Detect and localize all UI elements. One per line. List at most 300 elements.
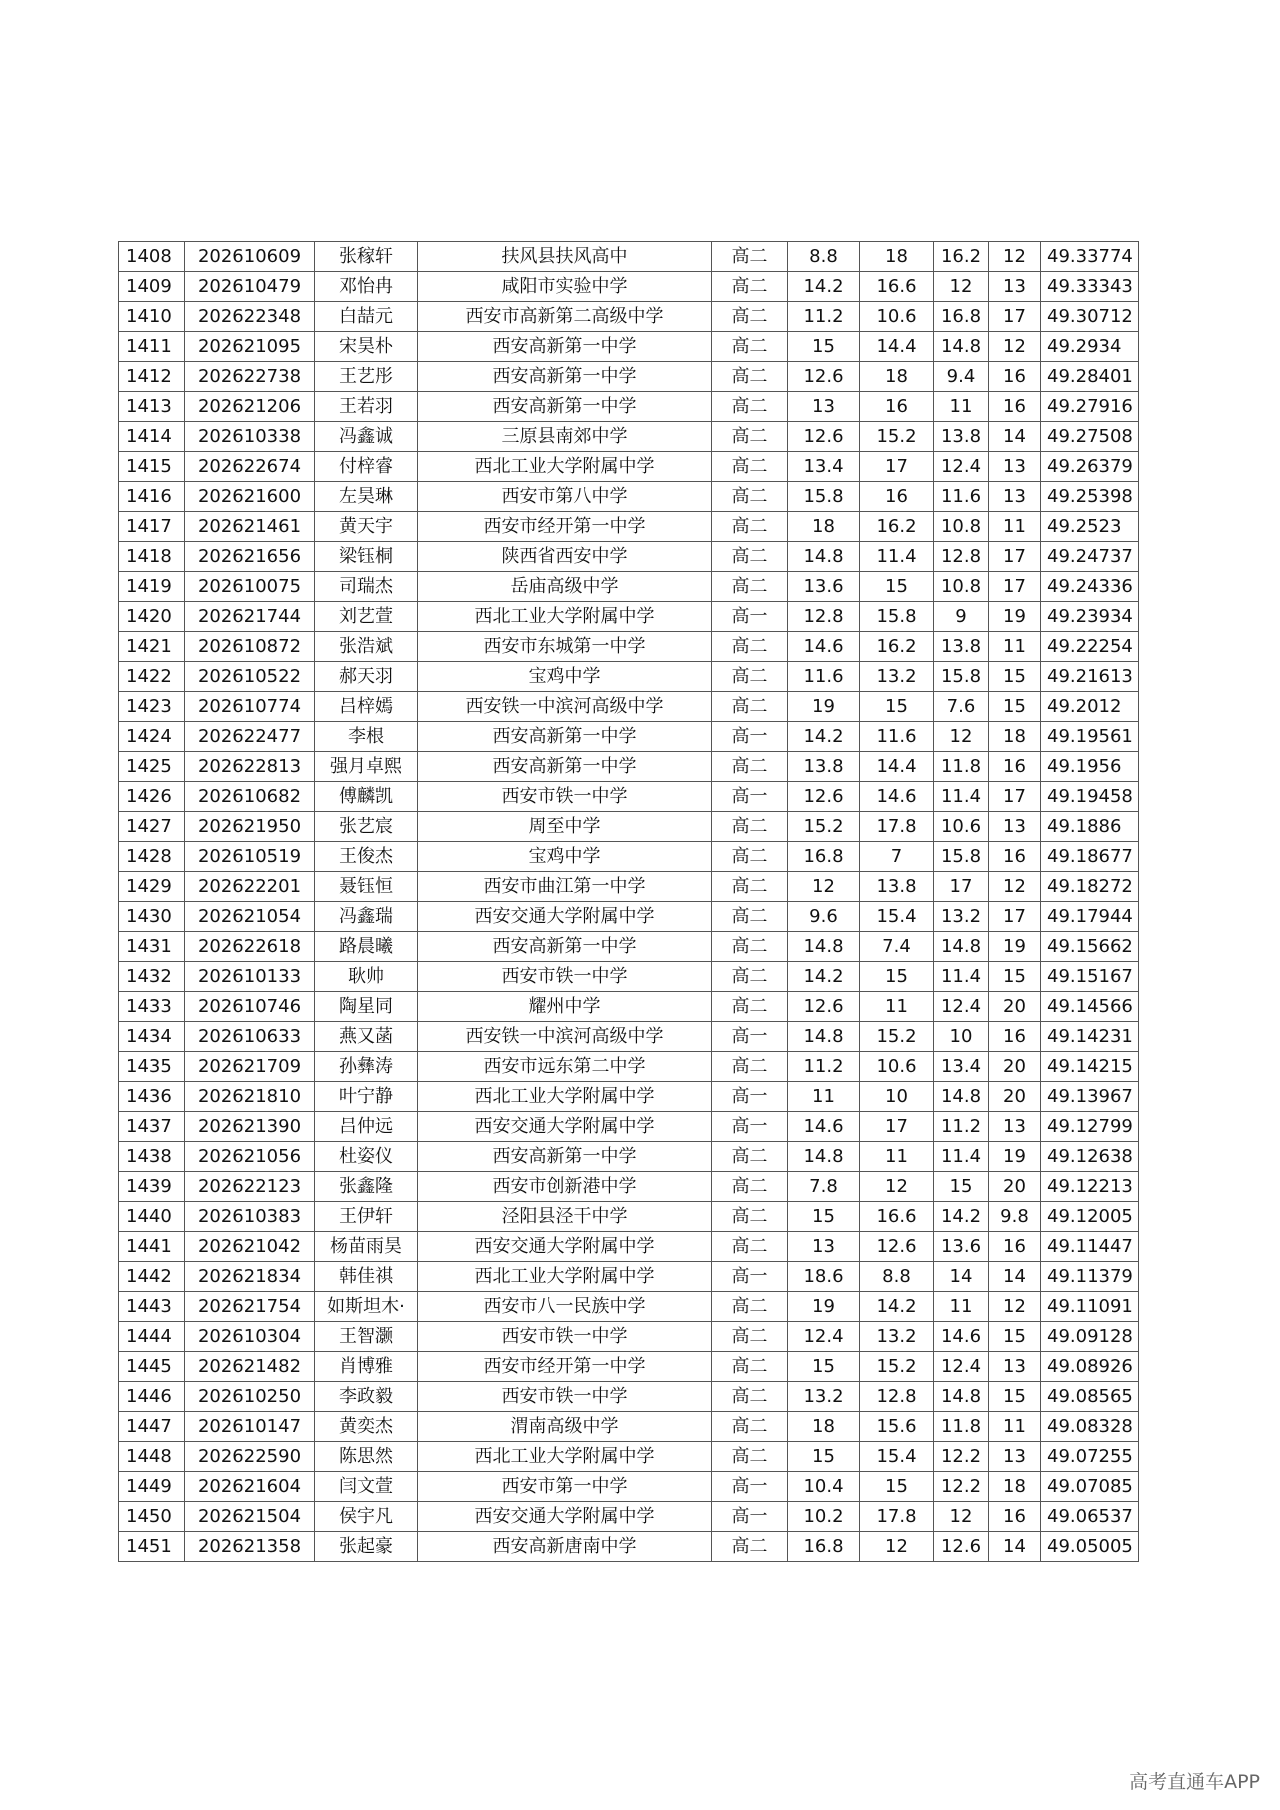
cell-score-4: 12 [989, 242, 1041, 272]
cell-name: 如斯坦木· [315, 1292, 418, 1322]
cell-score-1: 15 [788, 332, 860, 362]
cell-rank: 1451 [119, 1532, 185, 1562]
cell-rank: 1422 [119, 662, 185, 692]
cell-score-1: 15 [788, 1442, 860, 1472]
cell-score-2: 15.4 [860, 1442, 934, 1472]
cell-score-4: 19 [989, 1142, 1041, 1172]
cell-total: 49.08565 [1041, 1382, 1139, 1412]
cell-exam-id: 202621206 [185, 392, 315, 422]
cell-score-2: 14.4 [860, 332, 934, 362]
cell-name: 黄奕杰 [315, 1412, 418, 1442]
table-row [119, 572, 1139, 602]
table-row [119, 1502, 1139, 1532]
cell-score-3: 9.4 [934, 362, 989, 392]
cell-exam-id: 202610746 [185, 992, 315, 1022]
cell-grade: 高二 [712, 962, 788, 992]
table-row [119, 1052, 1139, 1082]
cell-grade: 高二 [712, 1442, 788, 1472]
cell-score-1: 13.2 [788, 1382, 860, 1412]
cell-total: 49.08328 [1041, 1412, 1139, 1442]
cell-school: 咸阳市实验中学 [418, 272, 712, 302]
cell-total: 49.07255 [1041, 1442, 1139, 1472]
cell-score-4: 11 [989, 632, 1041, 662]
cell-score-4: 18 [989, 1472, 1041, 1502]
cell-score-1: 14.6 [788, 1112, 860, 1142]
cell-grade: 高二 [712, 932, 788, 962]
cell-score-3: 12.2 [934, 1442, 989, 1472]
cell-rank: 1432 [119, 962, 185, 992]
cell-score-2: 15.8 [860, 602, 934, 632]
cell-school: 西安高新第一中学 [418, 362, 712, 392]
cell-total: 49.12638 [1041, 1142, 1139, 1172]
cell-name: 王若羽 [315, 392, 418, 422]
cell-grade: 高二 [712, 992, 788, 1022]
cell-exam-id: 202621095 [185, 332, 315, 362]
cell-total: 49.30712 [1041, 302, 1139, 332]
cell-score-1: 11.6 [788, 662, 860, 692]
cell-exam-id: 202621042 [185, 1232, 315, 1262]
table-row [119, 1082, 1139, 1112]
table-row [119, 872, 1139, 902]
cell-name: 陈思然 [315, 1442, 418, 1472]
table-row [119, 692, 1139, 722]
cell-rank: 1449 [119, 1472, 185, 1502]
cell-score-3: 12 [934, 272, 989, 302]
cell-score-1: 12.6 [788, 782, 860, 812]
cell-rank: 1414 [119, 422, 185, 452]
cell-school: 西北工业大学附属中学 [418, 1082, 712, 1112]
cell-school: 西安高新第一中学 [418, 1142, 712, 1172]
cell-name: 王艺彤 [315, 362, 418, 392]
cell-name: 司瑞杰 [315, 572, 418, 602]
cell-grade: 高二 [712, 1142, 788, 1172]
cell-rank: 1424 [119, 722, 185, 752]
cell-name: 吕仲远 [315, 1112, 418, 1142]
cell-score-2: 15 [860, 1472, 934, 1502]
cell-total: 49.15662 [1041, 932, 1139, 962]
cell-exam-id: 202621054 [185, 902, 315, 932]
cell-score-1: 19 [788, 692, 860, 722]
cell-score-1: 10.4 [788, 1472, 860, 1502]
cell-score-2: 14.2 [860, 1292, 934, 1322]
cell-score-3: 15 [934, 1172, 989, 1202]
cell-score-2: 12.8 [860, 1382, 934, 1412]
cell-score-4: 13 [989, 482, 1041, 512]
cell-name: 叶宁静 [315, 1082, 418, 1112]
cell-rank: 1409 [119, 272, 185, 302]
cell-score-3: 16.8 [934, 302, 989, 332]
cell-score-1: 18 [788, 1412, 860, 1442]
cell-score-3: 14.8 [934, 932, 989, 962]
cell-score-2: 12 [860, 1172, 934, 1202]
cell-rank: 1444 [119, 1322, 185, 1352]
cell-score-4: 16 [989, 1022, 1041, 1052]
cell-exam-id: 202621358 [185, 1532, 315, 1562]
cell-score-3: 11.4 [934, 1142, 989, 1172]
table-row [119, 932, 1139, 962]
cell-total: 49.05005 [1041, 1532, 1139, 1562]
cell-grade: 高二 [712, 242, 788, 272]
cell-score-4: 12 [989, 1292, 1041, 1322]
cell-total: 49.33343 [1041, 272, 1139, 302]
cell-total: 49.11447 [1041, 1232, 1139, 1262]
cell-school: 西安交通大学附属中学 [418, 1112, 712, 1142]
cell-total: 49.1956 [1041, 752, 1139, 782]
cell-rank: 1429 [119, 872, 185, 902]
cell-score-3: 10.8 [934, 572, 989, 602]
cell-grade: 高二 [712, 542, 788, 572]
cell-name: 冯鑫瑞 [315, 902, 418, 932]
cell-school: 西安市铁一中学 [418, 1322, 712, 1352]
table-row [119, 242, 1139, 272]
cell-score-4: 12 [989, 872, 1041, 902]
cell-name: 刘艺萱 [315, 602, 418, 632]
cell-score-2: 15.4 [860, 902, 934, 932]
cell-total: 49.25398 [1041, 482, 1139, 512]
cell-score-4: 16 [989, 1502, 1041, 1532]
cell-school: 西北工业大学附属中学 [418, 602, 712, 632]
cell-exam-id: 202621461 [185, 512, 315, 542]
cell-grade: 高二 [712, 332, 788, 362]
cell-score-1: 11.2 [788, 1052, 860, 1082]
cell-grade: 高二 [712, 572, 788, 602]
cell-score-4: 12 [989, 332, 1041, 362]
cell-exam-id: 202621754 [185, 1292, 315, 1322]
cell-exam-id: 202610304 [185, 1322, 315, 1352]
table-body [119, 242, 1139, 1562]
cell-school: 岳庙高级中学 [418, 572, 712, 602]
cell-score-4: 15 [989, 662, 1041, 692]
cell-rank: 1431 [119, 932, 185, 962]
cell-score-4: 13 [989, 812, 1041, 842]
cell-total: 49.07085 [1041, 1472, 1139, 1502]
cell-exam-id: 202610250 [185, 1382, 315, 1412]
cell-school: 宝鸡中学 [418, 842, 712, 872]
cell-exam-id: 202622813 [185, 752, 315, 782]
cell-rank: 1427 [119, 812, 185, 842]
table-row [119, 1472, 1139, 1502]
cell-rank: 1411 [119, 332, 185, 362]
cell-score-4: 20 [989, 1052, 1041, 1082]
cell-score-3: 14 [934, 1262, 989, 1292]
cell-exam-id: 202621504 [185, 1502, 315, 1532]
table-row [119, 422, 1139, 452]
cell-score-4: 17 [989, 902, 1041, 932]
cell-school: 西安高新唐南中学 [418, 1532, 712, 1562]
cell-score-4: 16 [989, 392, 1041, 422]
cell-school: 西安交通大学附属中学 [418, 1502, 712, 1532]
cell-total: 49.2934 [1041, 332, 1139, 362]
cell-grade: 高二 [712, 452, 788, 482]
cell-exam-id: 202621656 [185, 542, 315, 572]
cell-grade: 高二 [712, 512, 788, 542]
cell-exam-id: 202610872 [185, 632, 315, 662]
cell-school: 西安市创新港中学 [418, 1172, 712, 1202]
table-row [119, 542, 1139, 572]
cell-score-3: 11.8 [934, 1412, 989, 1442]
cell-name: 李政毅 [315, 1382, 418, 1412]
cell-exam-id: 202622738 [185, 362, 315, 392]
cell-score-2: 18 [860, 242, 934, 272]
cell-rank: 1446 [119, 1382, 185, 1412]
cell-grade: 高一 [712, 1472, 788, 1502]
cell-exam-id: 202621834 [185, 1262, 315, 1292]
cell-school: 周至中学 [418, 812, 712, 842]
cell-score-2: 18 [860, 362, 934, 392]
cell-total: 49.12005 [1041, 1202, 1139, 1232]
cell-score-3: 13.8 [934, 632, 989, 662]
cell-score-2: 11.4 [860, 542, 934, 572]
cell-score-3: 12.6 [934, 1532, 989, 1562]
cell-grade: 高二 [712, 1322, 788, 1352]
watermark: 高考直通车APP [1129, 1771, 1260, 1793]
cell-school: 西安市第八中学 [418, 482, 712, 512]
table-row [119, 842, 1139, 872]
cell-total: 49.1886 [1041, 812, 1139, 842]
cell-score-4: 17 [989, 542, 1041, 572]
cell-exam-id: 202610479 [185, 272, 315, 302]
cell-total: 49.19561 [1041, 722, 1139, 752]
cell-score-1: 12.6 [788, 362, 860, 392]
cell-score-3: 12.8 [934, 542, 989, 572]
cell-score-1: 11.2 [788, 302, 860, 332]
cell-grade: 高二 [712, 872, 788, 902]
cell-grade: 高二 [712, 842, 788, 872]
cell-grade: 高二 [712, 812, 788, 842]
cell-rank: 1438 [119, 1142, 185, 1172]
cell-grade: 高二 [712, 662, 788, 692]
table-row [119, 782, 1139, 812]
cell-score-3: 10.8 [934, 512, 989, 542]
cell-score-4: 13 [989, 1442, 1041, 1472]
cell-grade: 高一 [712, 1112, 788, 1142]
cell-grade: 高二 [712, 422, 788, 452]
cell-score-1: 14.6 [788, 632, 860, 662]
cell-score-3: 11 [934, 392, 989, 422]
cell-name: 王伊轩 [315, 1202, 418, 1232]
cell-score-3: 12.4 [934, 452, 989, 482]
cell-exam-id: 202622201 [185, 872, 315, 902]
cell-rank: 1421 [119, 632, 185, 662]
cell-name: 燕又菡 [315, 1022, 418, 1052]
cell-rank: 1426 [119, 782, 185, 812]
cell-score-2: 10.6 [860, 302, 934, 332]
cell-name: 孙彝涛 [315, 1052, 418, 1082]
cell-total: 49.27508 [1041, 422, 1139, 452]
cell-score-3: 12 [934, 1502, 989, 1532]
cell-score-1: 8.8 [788, 242, 860, 272]
table-row [119, 1142, 1139, 1172]
cell-school: 西安高新第一中学 [418, 932, 712, 962]
cell-grade: 高一 [712, 722, 788, 752]
cell-score-2: 10.6 [860, 1052, 934, 1082]
cell-total: 49.14215 [1041, 1052, 1139, 1082]
table-row [119, 512, 1139, 542]
cell-score-4: 18 [989, 722, 1041, 752]
cell-exam-id: 202622348 [185, 302, 315, 332]
cell-rank: 1410 [119, 302, 185, 332]
cell-score-3: 7.6 [934, 692, 989, 722]
cell-score-1: 18.6 [788, 1262, 860, 1292]
cell-grade: 高二 [712, 1292, 788, 1322]
cell-school: 西安高新第一中学 [418, 722, 712, 752]
cell-school: 西安市铁一中学 [418, 962, 712, 992]
cell-name: 左昊琳 [315, 482, 418, 512]
table-row [119, 1532, 1139, 1562]
cell-score-3: 11.8 [934, 752, 989, 782]
cell-total: 49.09128 [1041, 1322, 1139, 1352]
cell-name: 张浩斌 [315, 632, 418, 662]
cell-score-4: 19 [989, 932, 1041, 962]
cell-name: 白喆元 [315, 302, 418, 332]
cell-total: 49.11379 [1041, 1262, 1139, 1292]
cell-grade: 高二 [712, 272, 788, 302]
cell-name: 邓怡冉 [315, 272, 418, 302]
cell-score-4: 11 [989, 512, 1041, 542]
cell-rank: 1419 [119, 572, 185, 602]
cell-score-4: 16 [989, 362, 1041, 392]
cell-score-2: 16 [860, 392, 934, 422]
cell-school: 西安交通大学附属中学 [418, 902, 712, 932]
cell-rank: 1437 [119, 1112, 185, 1142]
cell-score-4: 16 [989, 1232, 1041, 1262]
cell-score-1: 16.8 [788, 842, 860, 872]
cell-score-3: 11.4 [934, 962, 989, 992]
cell-school: 西安市经开第一中学 [418, 512, 712, 542]
cell-total: 49.28401 [1041, 362, 1139, 392]
cell-score-4: 9.8 [989, 1202, 1041, 1232]
cell-name: 肖博雅 [315, 1352, 418, 1382]
cell-school: 西安市高新第二高级中学 [418, 302, 712, 332]
cell-score-3: 13.8 [934, 422, 989, 452]
cell-name: 梁钰桐 [315, 542, 418, 572]
cell-score-2: 11 [860, 1142, 934, 1172]
table-row [119, 362, 1139, 392]
cell-total: 49.17944 [1041, 902, 1139, 932]
cell-total: 49.27916 [1041, 392, 1139, 422]
cell-total: 49.23934 [1041, 602, 1139, 632]
cell-name: 张起豪 [315, 1532, 418, 1562]
cell-total: 49.22254 [1041, 632, 1139, 662]
cell-name: 王俊杰 [315, 842, 418, 872]
cell-score-1: 14.8 [788, 1142, 860, 1172]
cell-total: 49.19458 [1041, 782, 1139, 812]
cell-rank: 1441 [119, 1232, 185, 1262]
cell-grade: 高一 [712, 782, 788, 812]
cell-exam-id: 202610682 [185, 782, 315, 812]
cell-score-1: 12.6 [788, 992, 860, 1022]
cell-total: 49.33774 [1041, 242, 1139, 272]
cell-score-2: 14.6 [860, 782, 934, 812]
cell-name: 韩佳祺 [315, 1262, 418, 1292]
cell-score-2: 17.8 [860, 1502, 934, 1532]
cell-grade: 高二 [712, 1052, 788, 1082]
cell-exam-id: 202622123 [185, 1172, 315, 1202]
cell-exam-id: 202610633 [185, 1022, 315, 1052]
table-row [119, 1442, 1139, 1472]
cell-score-1: 14.8 [788, 932, 860, 962]
cell-score-3: 14.6 [934, 1322, 989, 1352]
cell-total: 49.18677 [1041, 842, 1139, 872]
cell-rank: 1450 [119, 1502, 185, 1532]
cell-score-4: 13 [989, 1352, 1041, 1382]
cell-name: 陶星同 [315, 992, 418, 1022]
cell-rank: 1413 [119, 392, 185, 422]
cell-score-3: 11.6 [934, 482, 989, 512]
cell-score-2: 15 [860, 572, 934, 602]
cell-grade: 高一 [712, 602, 788, 632]
cell-score-1: 9.6 [788, 902, 860, 932]
cell-score-1: 15 [788, 1202, 860, 1232]
cell-rank: 1408 [119, 242, 185, 272]
cell-score-1: 14.8 [788, 1022, 860, 1052]
cell-grade: 高二 [712, 1412, 788, 1442]
cell-name: 付梓睿 [315, 452, 418, 482]
table-row [119, 1352, 1139, 1382]
cell-score-4: 19 [989, 602, 1041, 632]
cell-name: 路晨曦 [315, 932, 418, 962]
cell-total: 49.12213 [1041, 1172, 1139, 1202]
cell-score-3: 17 [934, 872, 989, 902]
table-row [119, 1112, 1139, 1142]
cell-score-1: 12.8 [788, 602, 860, 632]
table-row [119, 662, 1139, 692]
cell-rank: 1448 [119, 1442, 185, 1472]
cell-name: 傅麟凯 [315, 782, 418, 812]
cell-score-2: 17 [860, 452, 934, 482]
table-row [119, 1172, 1139, 1202]
cell-name: 侯宇凡 [315, 1502, 418, 1532]
cell-school: 西安高新第一中学 [418, 752, 712, 782]
table-row [119, 1292, 1139, 1322]
cell-grade: 高二 [712, 692, 788, 722]
cell-score-2: 13.8 [860, 872, 934, 902]
cell-score-1: 11 [788, 1082, 860, 1112]
cell-score-2: 17.8 [860, 812, 934, 842]
cell-school: 西安市铁一中学 [418, 782, 712, 812]
cell-exam-id: 202621390 [185, 1112, 315, 1142]
cell-total: 49.21613 [1041, 662, 1139, 692]
cell-total: 49.06537 [1041, 1502, 1139, 1532]
cell-name: 张艺宸 [315, 812, 418, 842]
cell-score-1: 15 [788, 1352, 860, 1382]
cell-score-2: 15 [860, 962, 934, 992]
cell-school: 西安铁一中滨河高级中学 [418, 692, 712, 722]
cell-exam-id: 202622618 [185, 932, 315, 962]
cell-score-4: 15 [989, 962, 1041, 992]
cell-score-2: 17 [860, 1112, 934, 1142]
cell-grade: 高二 [712, 1382, 788, 1412]
cell-score-3: 11 [934, 1292, 989, 1322]
cell-score-2: 15 [860, 692, 934, 722]
cell-score-4: 16 [989, 842, 1041, 872]
cell-score-3: 11.2 [934, 1112, 989, 1142]
cell-school: 泾阳县泾干中学 [418, 1202, 712, 1232]
cell-exam-id: 202621950 [185, 812, 315, 842]
cell-score-2: 16.6 [860, 272, 934, 302]
cell-name: 李根 [315, 722, 418, 752]
table-row [119, 1262, 1139, 1292]
cell-score-1: 19 [788, 1292, 860, 1322]
cell-score-2: 13.2 [860, 662, 934, 692]
cell-school: 扶风县扶风高中 [418, 242, 712, 272]
cell-grade: 高一 [712, 1262, 788, 1292]
cell-total: 49.15167 [1041, 962, 1139, 992]
cell-total: 49.13967 [1041, 1082, 1139, 1112]
cell-total: 49.11091 [1041, 1292, 1139, 1322]
cell-score-2: 15.2 [860, 422, 934, 452]
cell-score-2: 11 [860, 992, 934, 1022]
